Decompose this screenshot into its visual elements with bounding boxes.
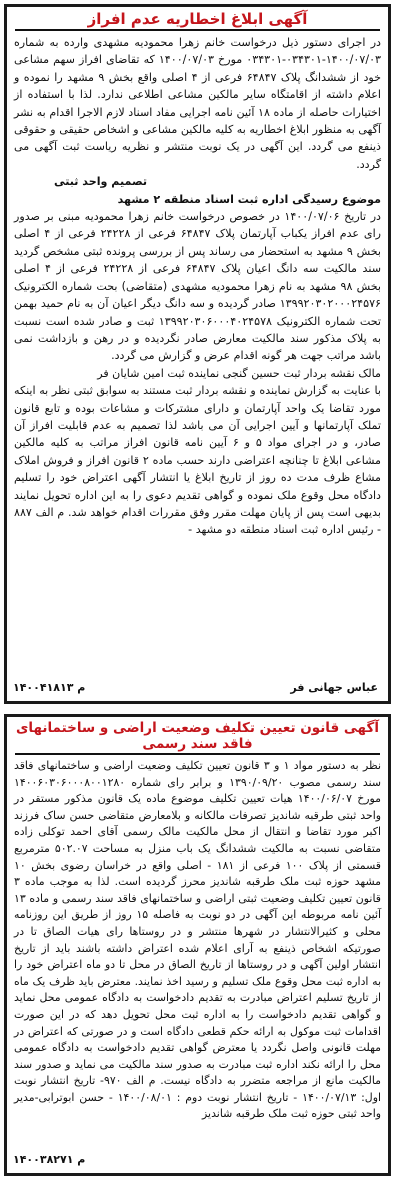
signer-name: عباس جهانی فر — [290, 681, 378, 694]
ad-code: ۱۴۰۰۴۱۸۱۳ م — [13, 681, 86, 694]
notice-non-partition — [4, 4, 391, 704]
paragraph: نظر به دستور مواد ۱ و ۳ قانون تعیین تکلیف وضعیت اراضی و ساختمانهای فاقد سند رسمی مصوب ۱۳۹۰/۰۹/۲۰ و برابر رای شماره ۱۴۰۰۶۰۳۰۶۰۰۰۸۰۰۱۲۸۰ مورخ ۱۴۰۰/۰۶/۰۷ هیات تعیین تکلیف موضوع ماده یک قانون مذکور مستقر در واحد ثبتی طرقبه شاندیز تصرفات مالکانه و بلامعارض متقاضی حسن ساک فرزند اکبر مورد تقاضا و انتقال از محل مالکیت مالک رسمی آقای احمد توکلی زاده متقاضی نسبت به مالکیت ششدانگ یک باب منزل به مساحت ۵۰۲.۰۷ مترمربع قسمتی از پلاک ۱۰۰ فرعی از ۱۸۱ - اصلی واقع در خراسان رضوی بخش ۱۰ مشهد حوزه ثبت ملک طرقبه شاندیز محرز گردیده است. لذا به موجب ماده ۳ قانون تعیین تکلیف وضعیت ثبتی اراضی و ساختمانهای فاقد سند رسمی و ماده ۱۳ آئین نامه مربوطه این آگهی در دو نوبت به فاصله ۱۵ روز از طریق این روزنامه محلی و کثیرالانتشار در شهرها منتشر و در روستاها رای هیات الصاق تا در صورتیکه اشخاص ذینفع به آرای اعلام شده اعتراض داشته باشند باید از تاریخ انتشار اولین آگهی و در روستاها از تاریخ الصاق در محل تا دو ماه اعتراض خود را به اداره ثبت محل وقوع ملک تسلیم و رسید اخذ نمایند. معترض باید ظرف یک ماه از تاریخ تسلیم اعتراض مبادرت به تقدیم دادخواست به دادگاه عمومی محل نماید و گواهی تقدیم دادخواست را به اداره ثبت محل تحویل دهد که در این صورت اقدامات ثبت موکول به ارائه حکم قطعی دادگاه است و در صورتی که اعتراض در مهلت قانونی واصل نگردد یا معترض گواهی تقدیم دادخواست به دادگاه عمومی محل را ارائه نکند اداره ثبت مبادرت به صدور سند مالکیت می نماید و صدور سند مالکیت مانع از مراجعه متضرر به دادگاه نیست. م الف ۹۷۰- تاریخ انتشار نوبت اول: ۱۴۰۰/۰۷/۱۳ - تاریخ انتشار نوبت دوم : ۱۴۰۰/۰۸/۰۱ - حسن ابوترابی-مدیر واحد ثبتی حوزه ثبت ملک طرقبه شاندیز — [14, 759, 382, 1121]
signature-line: مالک نقشه بردار ثبت حسین گنجی نماینده ثبت امین شایان فر — [97, 366, 381, 380]
subject-line: موضوع رسیدگی اداره ثبت اسناد منطقه ۲ مشهد — [117, 192, 381, 206]
ad-code: ۱۴۰۰۳۸۲۷۱ م — [13, 1153, 86, 1166]
paragraph: با عنایت به گزارش نماینده و نقشه بردار ثبت مستند به سوابق ثبتی نظر به اینکه مورد تقاضا یک واحد آپارتمان و دارای مشترکات و مشاعات بوده و تابع قانون تملک آپارتمانها و آیین اجرایی آن می باشد لذا تصمیم به عدم قابلیت افراز آن صادر، و در اجرای مواد ۵ و ۶ آیین نامه قانون افراز مراتب به کلیه مالکین مشاعی ابلاغ تا چنانچه اعتراضی دارند حسب ماده ۲ قانون افراز و فروش املاک مشاع ظرف مدت ده روز از تاریخ ابلاغ یا انتشار آگهی اعتراض خود را تسلیم دادگاه محل وقوع ملک نموده و گواهی تقدیم دعوی را به این اداره تحویل نمایند بدیهی است پس از پایان مهلت مقرر وفق مقررات اقدام خواهد شد. م الف ۸۸۷ - رئیس اداره ثبت اسناد منطقه دو مشهد - — [14, 384, 381, 537]
notice-body — [7, 755, 388, 1123]
notice-footer — [7, 1151, 388, 1169]
notice-land-status — [4, 714, 391, 1176]
notice-title: آگهی قانون تعیین تکلیف وضعیت اراضی و ساختمانهای فاقد سند رسمی — [16, 720, 379, 752]
paragraph: در تاریخ ۱۴۰۰/۰۷/۰۶ در خصوص درخواست خانم زهرا محمودیه مبنی بر صدور رای عدم افراز یکباب آپارتمان پلاک ۶۴۸۴۷ فرعی از ۲۴۲۲۸ فرعی از ۴ اصلی بخش ۹ مشهد به استحضار می رساند پس از بررسی پرونده ثبتی مشخص گردید سند مالکیت سه دانگ اعیان پلاک ۶۴۸۴۷ فرعی از ۲۴۲۲۸ فرعی از ۴ اصلی بخش ۹۸ مشهد به نام زهرا محمودیه مشهدی (متقاضی) بحت شماره الکترونیک ۱۳۹۹۲۰۳۰۲۰۰۰۲۴۵۷۶ صادر گردیده و سه دانگ دیگر اعیان آن به نام حمید بهمن تحت شماره الکترونیک ۱۳۹۹۲۰۳۰۶۰۰۰۴۰۲۴۵۷۸ ثبت و صادر شده است نسبت به پلاک مذکور سند مالکیت معارض صادر نگردیده و در رهن و بازداشت نمی باشد مراتب جهت هر گونه اقدام عرض و گزارش می گردد. — [14, 210, 382, 363]
notice-footer — [7, 679, 388, 697]
notice-body — [7, 31, 388, 539]
decision-heading: تصمیم واحد ثبتی — [54, 175, 148, 189]
notice-title: آگهی ابلاغ اخطاریه عدم افراز — [87, 10, 308, 28]
paragraph: در اجرای دستور ذیل درخواست خانم زهرا محمودیه مشهدی وارده به شماره ۱۴۰۰/۰۷/۰۳-۰۳۴۳۰۱-۰۳۴۳۰۱ مورخ ۱۴۰۰/۰۷/۰۳ که تقاضای افراز سهم مشاعی خود از ششدانگ پلاک ۶۴۸۴۷ فرعی از ۴ اصلی واقع بخش ۹ مشهد را نموده و اعلام داشته از اقامتگاه سایر مالکین مشاعی اطلاعی ندارد. لذا با استفاده از اختیارات حاصله از ماده ۱۸ آئین نامه اجرایی مفاد اسناد لازم الاجرا اقدام به نشر آگهی به منظور ابلاغ اخطاریه به کلیه مالکین مشاعی و اشخاص حقیقی و حقوقی ذینفع می گردد. این آگهی در یک نوبت منتشر و نظریه ریاست ثبت آگهی می گردد. — [14, 36, 382, 171]
